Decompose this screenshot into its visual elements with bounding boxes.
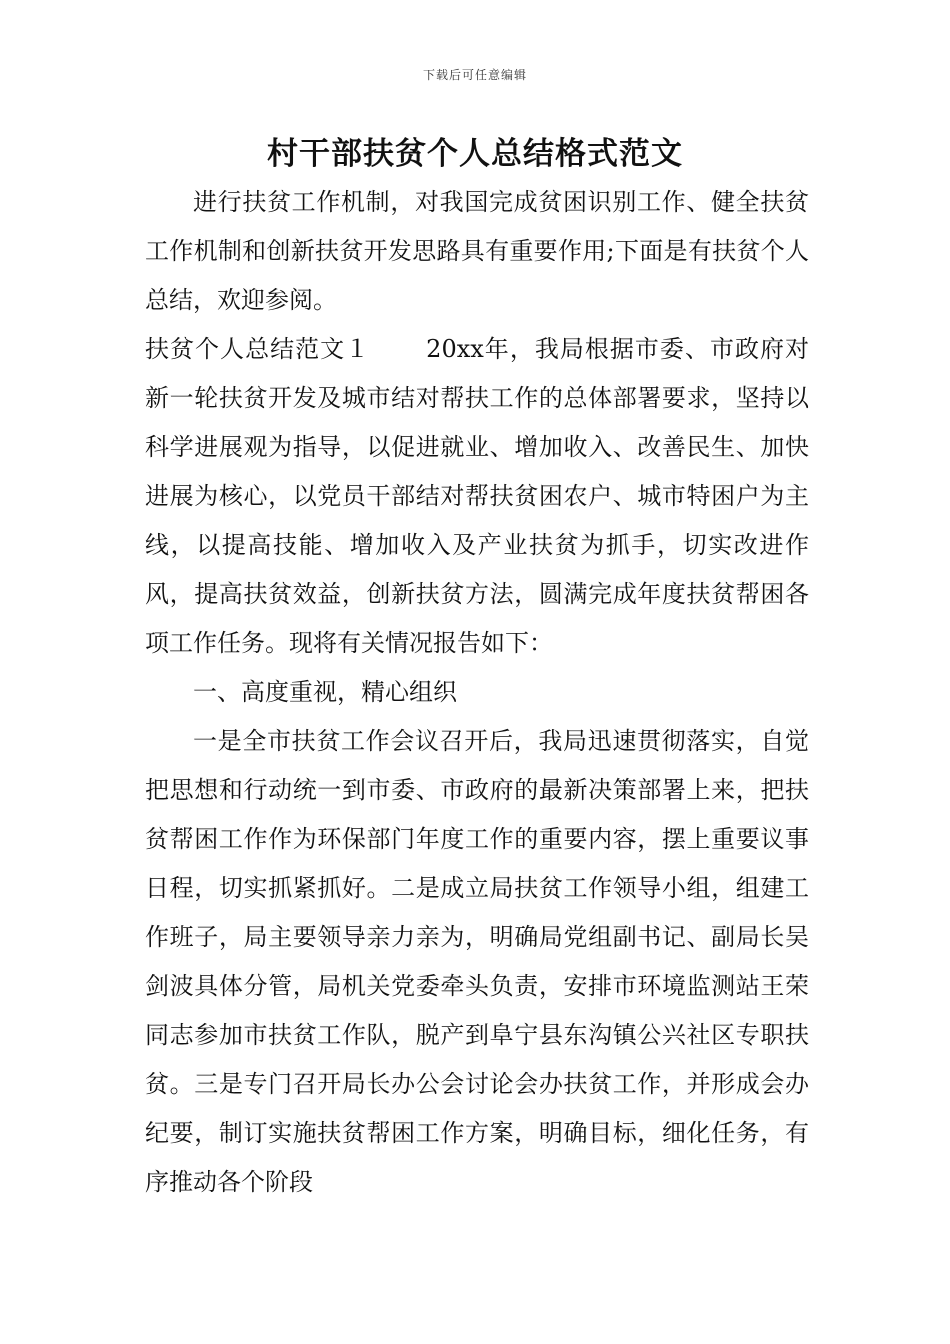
sample-label: 扶贫个人总结范文１ <box>145 335 371 363</box>
intro-paragraph: 进行扶贫工作机制，对我国完成贫困识别工作、健全扶贫工作机制和创新扶贫开发思路具有重要作用;下面是有扶贫个人总结，欢迎参阅。 <box>145 188 809 314</box>
sample-paragraph <box>145 325 809 668</box>
sample-text: 20xx年，我局根据市委、市政府对新一轮扶贫开发及城市结对帮扶工作的总体部署要求，坚持以科学进展观为指导，以促进就业、增加收入、改善民生、加快进展为核心，以党员干部结对帮扶贫困农户、城市特困户为主线，以提高技能、增加收入及产业扶贫为抓手，切实改进作风，提高扶贫效益，创新扶贫方法，圆满完成年度扶贫帮困各项工作任务。现将有关情况报告如下： <box>145 335 810 657</box>
document-body <box>145 178 809 1207</box>
section-body-paragraph: 一是全市扶贫工作会议召开后，我局迅速贯彻落实，自觉把思想和行动统一到市委、市政府的最新决策部署上来，把扶贫帮困工作作为环保部门年度工作的重要内容，摆上重要议事日程，切实抓紧抓好。二是成立局扶贫工作领导小组，组建工作班子，局主要领导亲力亲为，明确局党组副书记、副局长吴剑波具体分管，局机关党委牵头负责，安排市环境监测站王荣同志参加市扶贫工作队，脱产到阜宁县东沟镇公兴社区专职扶贫。三是专门召开局长办公会讨论会办扶贫工作，并形成会办纪要，制订实施扶贫帮困工作方案，明确目标，细化任务，有序推动各个阶段 <box>145 727 809 1196</box>
section-heading: 一、高度重视，精心组织 <box>193 678 457 706</box>
header-note: 下载后可任意编辑 <box>422 68 527 82</box>
document-title: 村干部扶贫个人总结格式范文 <box>267 136 683 172</box>
